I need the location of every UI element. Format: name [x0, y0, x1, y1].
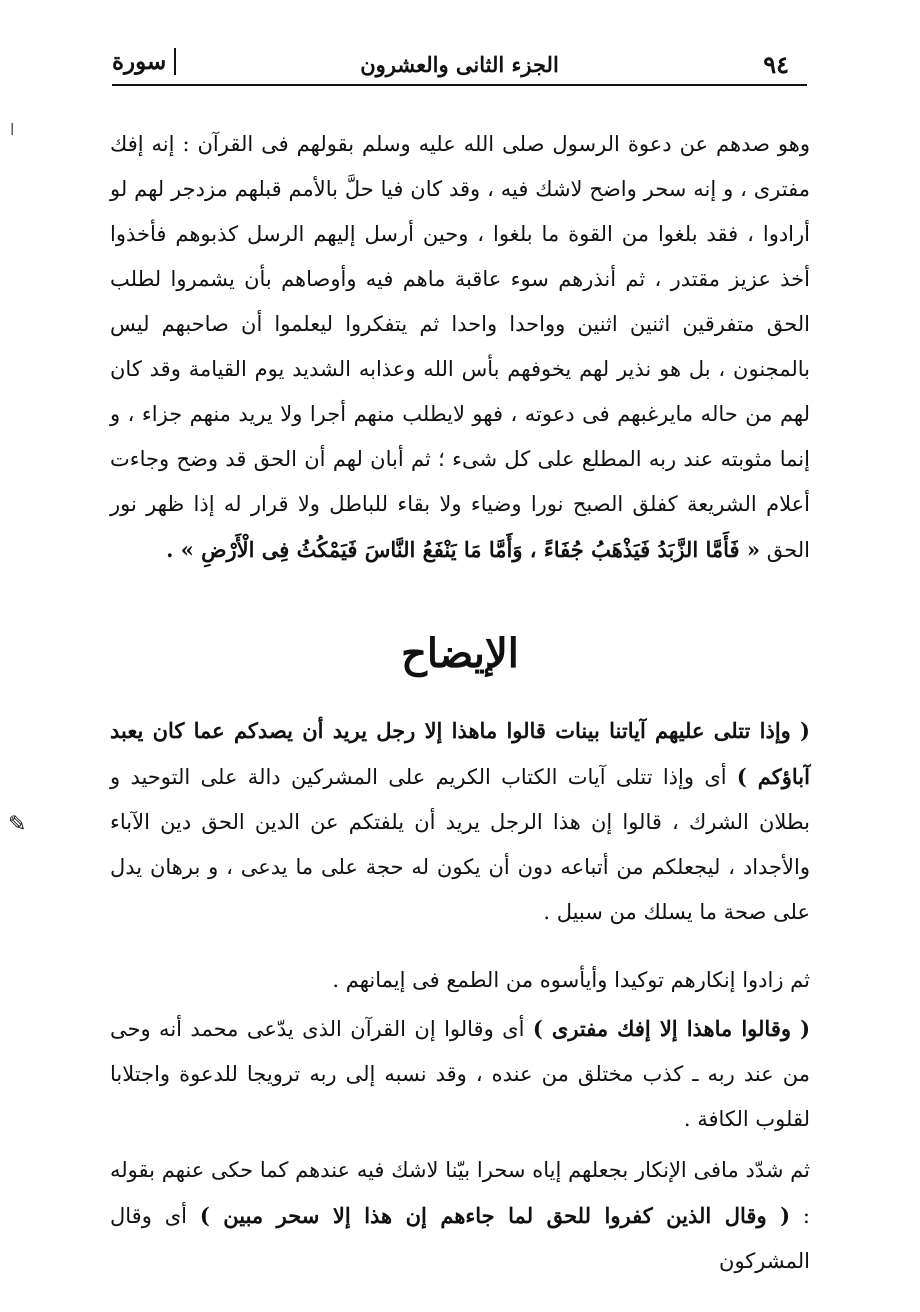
- quran-quote: ( وقال الذين كفروا للحق لما جاءهم إن هذا إلا سحر مبين ): [199, 1203, 791, 1228]
- margin-mark: ✎: [8, 812, 27, 837]
- paragraph-text: أى وقالوا إن القرآن الذى يدّعى محمد أنه وحى من عند ربه ـ كذب مختلق من عنده ، وقد نسبه إلى ربه ترويجا للدعوة واجتلابا لقلوب الكافة .: [110, 1017, 810, 1131]
- paragraph-text: أى وإذا تتلى آيات الكتاب الكريم على المشركين دالة على التوحيد و بطلان الشرك ، قالوا إن هذا الرجل يريد أن يلفتكم عن الدين الحق دين الآباء والأجداد ، ليجعلكم من أتباعه دون أن يكون له حجة على ما يدعى ، و برهان يدل على صحة ما يسلك من سبيل .: [110, 765, 810, 924]
- paragraph-5: [110, 1148, 810, 1284]
- paragraph-text: أى وقال المشركون: [110, 1204, 810, 1273]
- quran-quote: « فَأَمَّا الزَّبَدُ فَيَذْهَبُ جُفَاءً ، وَأَمَّا مَا يَنْفَعُ النَّاسَ فَيَمْكُثُ فِى الْأَرْضِ » .: [166, 537, 760, 562]
- paragraph-text: ثم زادوا إنكارهم توكيدا وأيأسوه من الطمع فى إيمانهم .: [332, 968, 810, 992]
- paragraph-1: [110, 122, 810, 573]
- quran-quote: ( وقالوا ماهذا إلا إفك مفترى ): [532, 1016, 811, 1041]
- surah-label: سورة: [112, 48, 176, 75]
- paragraph-4: [110, 1006, 810, 1142]
- paragraph-text: وهو صدهم عن دعوة الرسول صلى الله عليه وسلم بقولهم فى القرآن : إنه إفك مفترى ، و إنه سحر واضح لاشك فيه ، وقد كان فيا حلَّ بالأمم قبلهم مزدجر لهم لو أرادوا ، فقد بلغوا من القوة ما بلغوا ، وحين أرسل إليهم الرسل كذبوهم فأخذوا أخذ عزيز مقتدر ، ثم أنذرهم سوء عاقبة ماهم فيه وأوصاهم بأن يشمروا لطلب الحق متفرقين اثنين اثنين وواحدا واحدا ثم يتفكروا ليعلموا أن صاحبهم ليس بالمجنون ، بل هو نذير لهم يخوفهم بأس الله وعذابه الشديد يوم القيامة وقد كان لهم من حاله مايرغبهم فى دعوته ، فهو لايطلب منهم أجرا ولا يريد منهم جزاء ، و إنما مثوبته عند ربه المطلع على كل شىء ؛ ثم أبان لهم أن الحق قد وضح وجاءت أعلام الشريعة كفلق الصبح نورا وضياء ولا بقاء للباطل ولا قرار له إذا ظهر نور الحق: [110, 132, 810, 562]
- margin-mark: ا: [10, 120, 15, 139]
- paragraph-text: ثم شدّد مافى الإنكار بجعلهم إياه سحرا بيّنا لاشك فيه عندهم كما حكى عنهم بقوله :: [110, 1158, 810, 1228]
- running-title: الجزء الثانى والعشرون: [360, 52, 559, 77]
- page-number: ٩٤: [763, 50, 789, 79]
- quran-quote: ( وإذا تتلى عليهم آياتنا بينات قالوا ماهذا إلا رجل يريد أن يصدكم عما كان يعبد آباؤكم ): [110, 718, 810, 789]
- page-header: [112, 44, 807, 86]
- paragraph-3: [110, 958, 810, 1003]
- paragraph-2: [110, 708, 810, 935]
- section-heading: الإيضاح: [401, 630, 519, 677]
